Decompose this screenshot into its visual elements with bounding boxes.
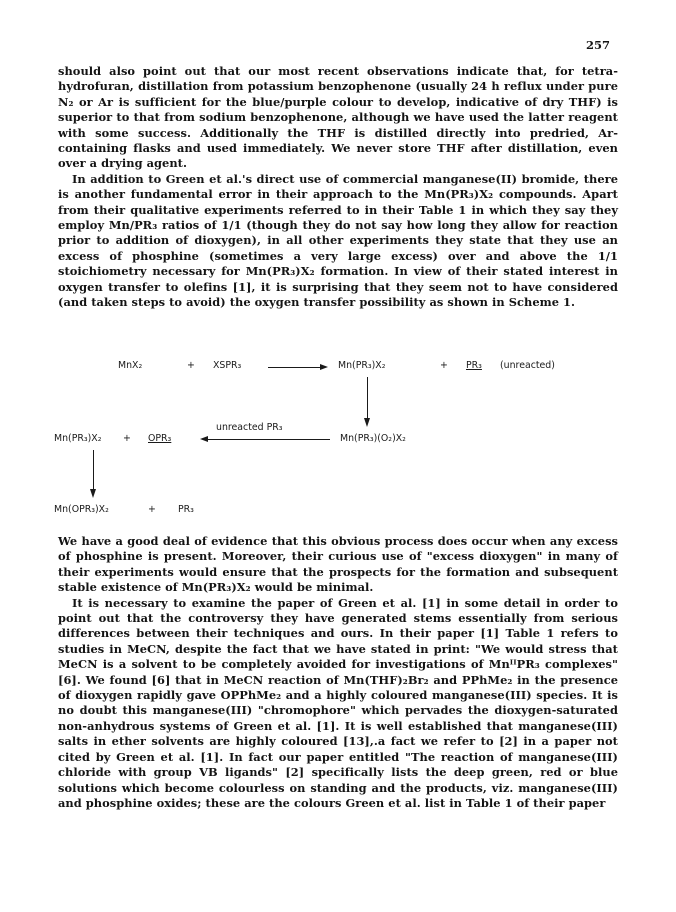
body-text-bottom	[58, 534, 618, 811]
arrow-down-line	[93, 450, 94, 490]
paragraph: We have a good deal of evidence that this obvious process does occur when any excess of phosphine is present. Moreover, their curious use of "excess dioxygen" in many of their experiments would ensure that the prospects for the formation and subsequent stable existence of Mn(PR₃)X₂ would be minimal.	[58, 534, 618, 595]
scheme-xspr3: XSPR₃	[213, 360, 242, 371]
reaction-scheme	[0, 350, 676, 530]
scheme-mn-pr3-x2: Mn(PR₃)X₂	[338, 360, 386, 371]
scheme-pr3: PR₃	[178, 504, 194, 515]
arrow-down-head	[90, 489, 96, 498]
body-text-top	[58, 64, 618, 311]
scheme-mn-pr3-o2-x2: Mn(PR₃)(O₂)X₂	[340, 433, 406, 444]
arrow-down-head	[364, 418, 370, 427]
page-number: 257	[585, 38, 610, 52]
scheme-plus: +	[440, 360, 448, 371]
scheme-mnx2: MnX₂	[118, 360, 143, 371]
scheme-plus: +	[123, 433, 131, 444]
paragraph: It is necessary to examine the paper of Green et al. [1] in some detail in order to point out that the controversy they have generated stems essentially from serious differences between their techniques and ours. In their paper [1] Table 1 refers to studies in MeCN, despite the fact that we have stated in print: "We would stress that MeCN is a solvent to be completely avoided for investigations of MnᴵᴵPR₃ complexes" [6]. We found [6] that in MeCN reaction of Mn(THF)₂Br₂ and PPhMe₂ in the presence of dioxygen rapidly gave OPPhMe₂ and a highly coloured manganese(III) species. It is no doubt this manganese(III) "chromophore" which pervades the dioxygen-saturated non-anhydrous systems of Green et al. [1]. It is well established that manganese(III) salts in ether solvents are highly coloured [13],.a fact we refer to [2] in a paper not cited by Green et al. [1]. In fact our paper entitled "The reaction of manganese(III) chloride with group VB ligands" [2] specifically lists the deep green, red or blue solutions which become colourless on standing and the products, viz. manganese(III) and phosphine oxides; these are the colours Green et al. list in Table 1 of their paper	[58, 595, 618, 810]
scheme-plus: +	[148, 504, 156, 515]
scheme-plus: +	[187, 360, 195, 371]
scheme-arrow-label: unreacted PR₃	[216, 422, 283, 433]
scheme-mn-pr3-x2: Mn(PR₃)X₂	[54, 433, 102, 444]
arrow-right-head	[320, 364, 328, 370]
scheme-unreacted-note: (unreacted)	[500, 360, 555, 371]
paragraph: In addition to Green et al.'s direct use of commercial manganese(II) bromide, there is another fundamental error in their approach to the Mn(PR₃)X₂ compounds. Apart from their qualitative experiments referred to in their Table 1 in which they say they employ Mn/PR₃ ratios of 1/1 (though they do not say how long they allow for reaction prior to addition of dioxygen), in all other experiments they state that they use an excess of phosphine (sometimes a very large excess) over and above the 1/1 stoichiometry necessary for Mn(PR₃)X₂ formation. In view of their stated interest in oxygen transfer to olefins [1], it is surprising that they seem not to have considered (and taken steps to avoid) the oxygen transfer possibility as shown in Scheme 1.	[58, 171, 618, 310]
paragraph: should also point out that our most recent observations indicate that, for tetra-hydrofuran, distillation from potassium benzophenone (usually 24 h reflux under pure N₂ or Ar is sufficient for the blue/purple colour to develop, indicative of dry THF) is superior to that from sodium benzophenone, although we have used the latter reagent with some success. Additionally the THF is distilled directly into predried, Ar-containing flasks and used immediately. We never store THF after distillation, even over a drying agent.	[58, 64, 618, 171]
scheme-opr3: OPR₃	[148, 433, 172, 444]
arrow-right-line	[268, 367, 322, 368]
scheme-pr3: PR₃	[466, 360, 482, 371]
arrow-down-line	[367, 377, 368, 419]
scheme-mn-opr3-x2: Mn(OPR₃)X₂	[54, 504, 109, 515]
arrow-left-line	[206, 439, 330, 440]
